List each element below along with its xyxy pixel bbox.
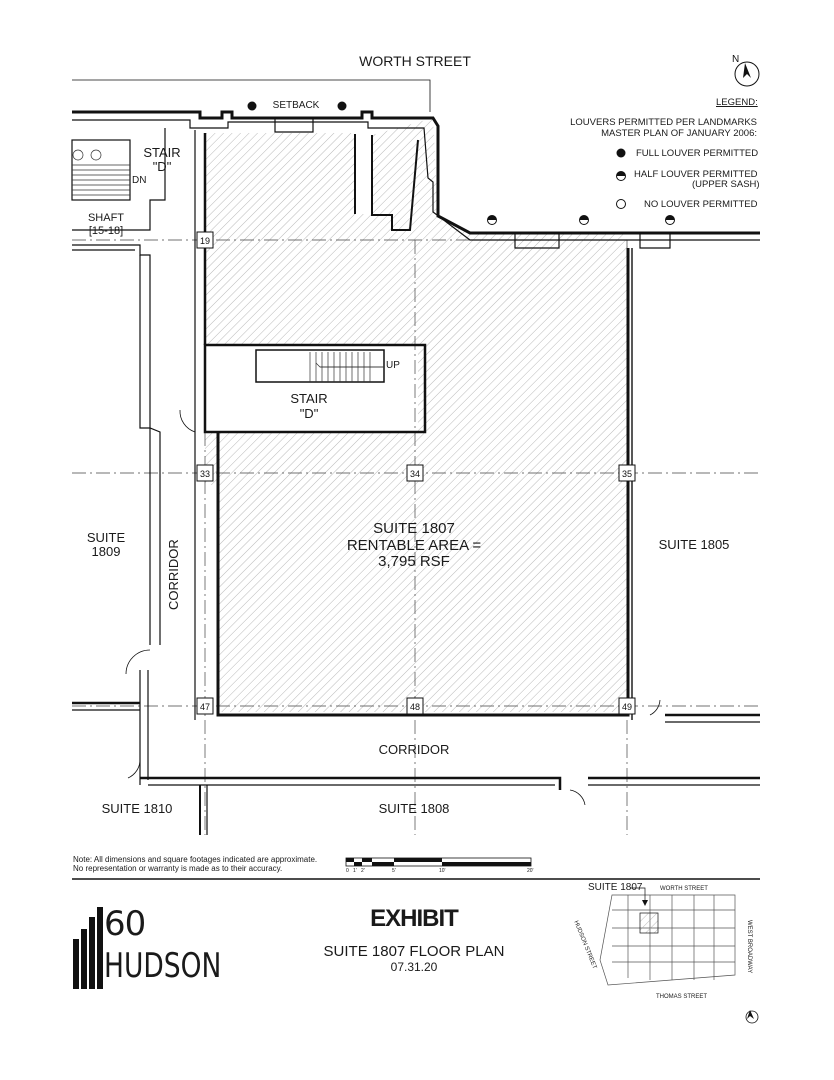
stair-top-label-2: "D" bbox=[152, 159, 172, 174]
north-arrow-icon bbox=[732, 54, 759, 86]
rentable-area-label: RENTABLE AREA = bbox=[346, 537, 482, 554]
key-street-left: HUDSON STREET bbox=[572, 920, 598, 970]
street-label-top: WORTH STREET bbox=[359, 53, 471, 69]
legend-half-louver-2: (UPPER SASH) bbox=[692, 179, 760, 190]
full-louver-icon bbox=[617, 149, 626, 158]
scale-label: 10' bbox=[439, 868, 446, 874]
key-street-right: WEST BROADWAY bbox=[746, 920, 752, 974]
suite-1809-label: SUITE bbox=[86, 530, 126, 545]
half-louver-icon bbox=[617, 172, 626, 181]
suite-area bbox=[205, 118, 628, 712]
svg-text:N: N bbox=[732, 54, 740, 65]
legend-intro-2: MASTER PLAN OF JANUARY 2006: bbox=[601, 128, 757, 139]
key-suite-label: SUITE 1807 bbox=[588, 882, 643, 893]
disclaimer-note-2: No representation or warranty is made as to their accuracy. bbox=[73, 864, 283, 873]
suite-1808-label: SUITE 1808 bbox=[378, 801, 450, 816]
half-louver-icon bbox=[666, 216, 675, 225]
shaft-label: SHAFT bbox=[87, 212, 125, 224]
plan-date: 07.31.20 bbox=[390, 960, 438, 974]
shaft-label-2: [15-18] bbox=[88, 225, 124, 237]
legend-icons bbox=[612, 146, 630, 212]
scale-label: 1' bbox=[353, 868, 357, 874]
up-label: UP bbox=[386, 360, 400, 371]
stair-mid-label: STAIR bbox=[290, 391, 328, 406]
setback-label: SETBACK bbox=[272, 100, 320, 111]
key-street-bottom: THOMAS STREET bbox=[656, 994, 708, 1000]
legend-no-louver: NO LOUVER PERMITTED bbox=[644, 199, 758, 210]
suite-1809-label-2: 1809 bbox=[91, 544, 121, 559]
disclaimer-note: Note: All dimensions and square footages indicated are approximate. bbox=[73, 855, 318, 864]
column-label: 49 bbox=[621, 702, 633, 712]
scale-bar bbox=[346, 858, 531, 866]
stair-treads-mid bbox=[310, 352, 384, 382]
legend-title: LEGEND: bbox=[716, 97, 758, 108]
suite-title: SUITE 1807 bbox=[373, 520, 455, 537]
half-louver-icon bbox=[488, 216, 497, 225]
logo-number: 60 bbox=[104, 904, 146, 944]
legend-half-louver: HALF LOUVER PERMITTED bbox=[634, 169, 758, 180]
stair-treads-top bbox=[72, 140, 130, 200]
column-label: 33 bbox=[199, 469, 211, 479]
full-louver-icon bbox=[338, 102, 347, 111]
stair-top-label: STAIR bbox=[143, 145, 181, 160]
legend-intro: LOUVERS PERMITTED PER LANDMARKS bbox=[570, 117, 757, 128]
suite-1810-label: SUITE 1810 bbox=[101, 801, 173, 816]
scale-label: 0 bbox=[346, 868, 349, 874]
logo-name: HUDSON bbox=[104, 946, 222, 986]
full-louver-icon bbox=[248, 102, 257, 111]
stair-mid-label-2: "D" bbox=[299, 406, 319, 421]
legend-full-louver: FULL LOUVER PERMITTED bbox=[636, 148, 759, 159]
dn-label: DN bbox=[132, 175, 147, 186]
key-north-arrow-icon bbox=[746, 1010, 758, 1023]
column-label: 19 bbox=[199, 236, 211, 246]
exhibit-title: EXHIBIT bbox=[370, 905, 458, 932]
column-label: 48 bbox=[409, 702, 421, 712]
key-street-top: WORTH STREET bbox=[660, 886, 708, 892]
plan-subtitle: SUITE 1807 FLOOR PLAN bbox=[323, 943, 505, 960]
scale-label: 2' bbox=[361, 868, 365, 874]
key-plan bbox=[600, 888, 735, 985]
half-louver-icon bbox=[580, 216, 589, 225]
suite-1805-label: SUITE 1805 bbox=[658, 537, 730, 552]
rentable-area-value: 3,795 RSF bbox=[378, 553, 450, 570]
column-label: 47 bbox=[199, 702, 211, 712]
corridor-vertical-label: CORRIDOR bbox=[166, 539, 181, 610]
column-label: 34 bbox=[409, 469, 421, 479]
corridor-bottom-label: CORRIDOR bbox=[378, 742, 450, 757]
column-label: 35 bbox=[621, 469, 633, 479]
scale-label: 20' bbox=[527, 868, 534, 874]
no-louver-icon bbox=[617, 200, 626, 209]
scale-label: 5' bbox=[392, 868, 396, 874]
